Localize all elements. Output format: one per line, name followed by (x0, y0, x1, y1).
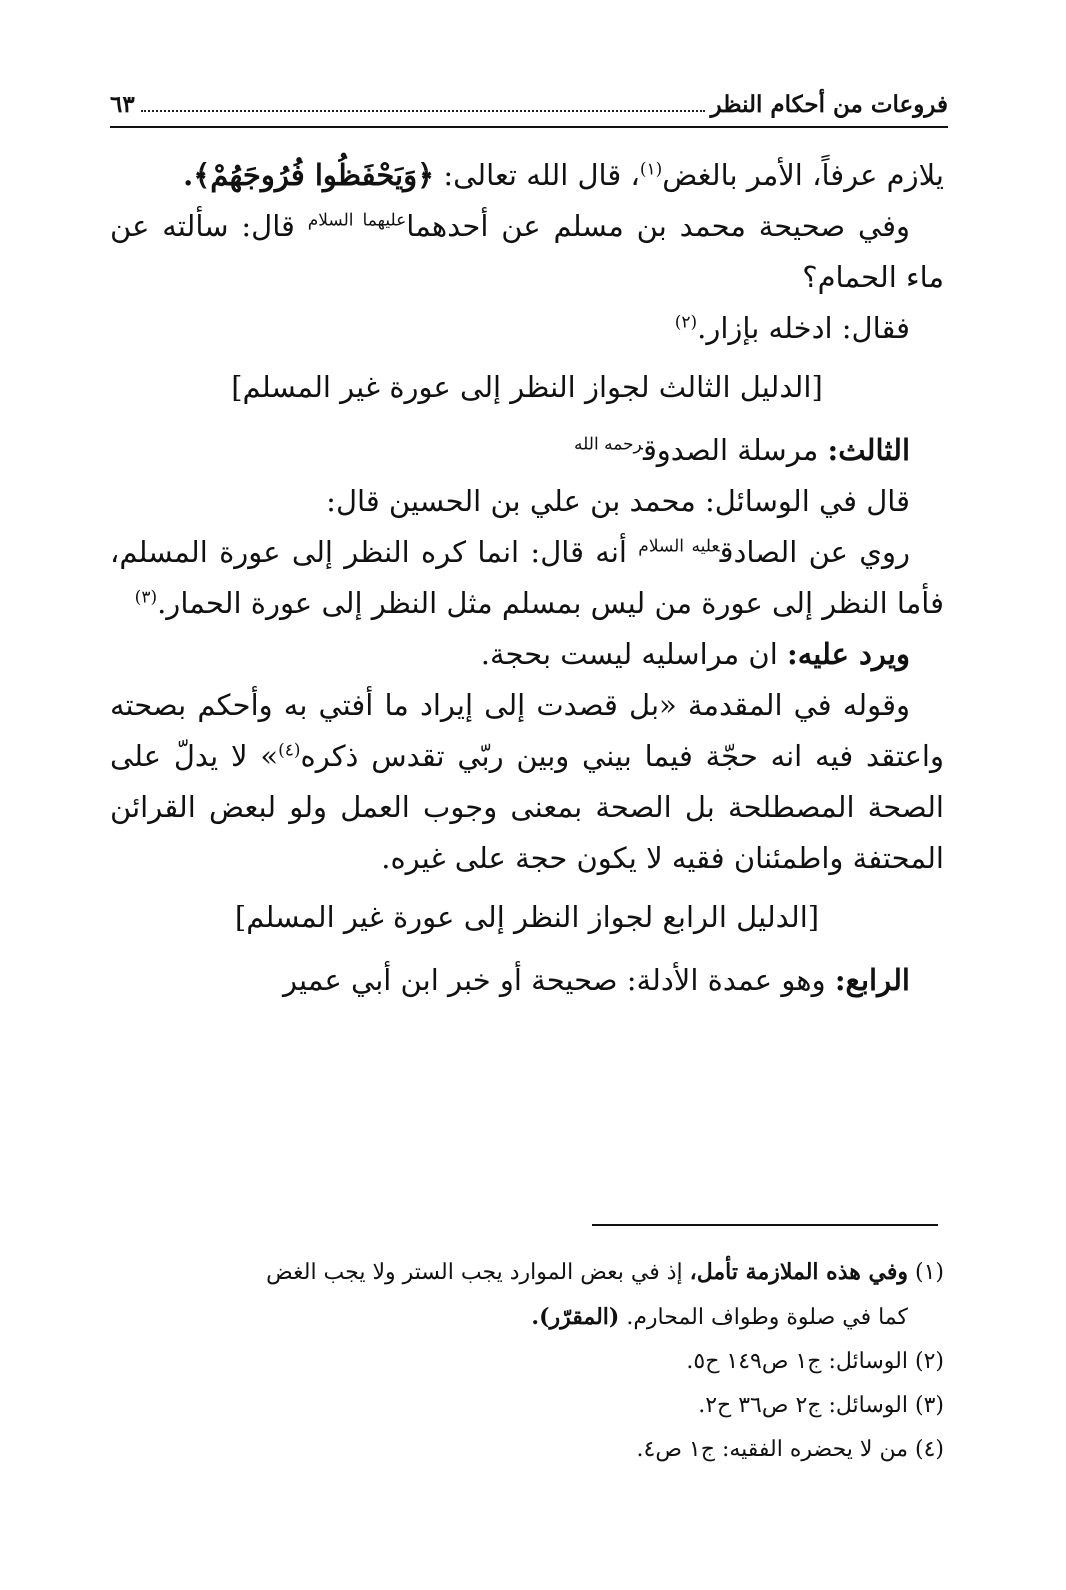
paragraph-7 (110, 629, 944, 680)
p8-text-b: » لا يدلّ على الصحة المصطلحة بل الصحة بمعنى وجوب العمل ولو لبعض القرائن المحتفة واطمئنان فقيه لا يكون حجة على غيره. (110, 739, 944, 875)
p7-text: ان مراسليه ليست بحجة. (480, 637, 787, 671)
footnote-2: (٢) الوسائل: ج١ ص١٤٩ ح٥. (686, 1349, 944, 1374)
paragraph-9 (110, 955, 944, 1006)
footnote-ref-4: (٤) (278, 740, 301, 761)
footnotes (110, 1250, 944, 1472)
footnote-3: (٣) الوسائل: ج٢ ص٣٦ ح٢. (698, 1393, 944, 1418)
footnote-4: (٤) من لا يحضره الفقيه: ج١ ص٤. (636, 1437, 944, 1462)
fn1-bold: وفي هذه الملازمة تأمل، (689, 1259, 908, 1285)
fn1-text: إذ في بعض الموارد يجب الستر ولا يجب الغض (266, 1260, 690, 1285)
paragraph-6 (110, 527, 944, 629)
running-header (110, 78, 948, 128)
p3-text: فقال: ادخله بإزار. (697, 311, 910, 345)
p2-text-a: وفي صحيحة محمد بن مسلم عن أحدهما (406, 209, 911, 243)
p1-text: يلازم عرفاً، الأمر بالغض (662, 158, 944, 192)
footnote-divider (592, 1224, 938, 1226)
p8-text-a: وقوله في المقدمة «بل قصدت إلى إيراد ما أفتي به وأحكم بصحته واعتقد فيه انه حجّة فيما بيني وبين ربّي تقدس ذكره (110, 688, 944, 773)
p2-text-b: قال: سألته عن ماء الحمام؟ (110, 209, 944, 294)
header-title: فروعات من أحكام النظر (710, 91, 948, 118)
page-number: ٦٣ (110, 91, 135, 118)
paragraph-5: قال في الوسائل: محمد بن علي بن الحسين قال: (326, 484, 910, 518)
quran-verse: ﴿وَيَحْفَظُوا فُرُوجَهُمْ﴾. (183, 158, 435, 192)
p1-mid: ، قال الله تعالى: (434, 158, 640, 192)
fn1-cont-text: كما في صلوة وطواف المحارم. (619, 1305, 908, 1330)
paragraph-3 (110, 303, 944, 354)
p9-label: الرابع: (834, 963, 910, 997)
section-heading-third: [الدليل الثالث لجواز النظر إلى عورة غير المسلم] (231, 370, 823, 404)
paragraph-8 (110, 680, 944, 884)
footnote-ref-1: (١) (639, 159, 663, 180)
footnote-ref-2: (٢) (674, 312, 698, 333)
paragraph-2 (110, 201, 944, 303)
paragraph-4 (110, 425, 944, 476)
main-text (110, 150, 944, 1006)
p4-text: مرسلة الصدوق (642, 433, 828, 467)
p9-text: وهو عمدة الأدلة: صحيحة أو خبر ابن أبي عمير (283, 963, 835, 997)
p6-text-b: أنه قال: انما كره النظر إلى عورة المسلم، فأما النظر إلى عورة من ليس بمسلم مثل النظر إلى عورة الحمار. (110, 535, 944, 620)
footnote-ref-3: (٣) (134, 587, 158, 608)
fn1-number: (١) (908, 1260, 944, 1285)
header-dot-leader (141, 110, 705, 112)
footnote-1 (110, 1250, 944, 1295)
footnote-1-cont (110, 1295, 944, 1340)
p7-label: ويرد عليه: (787, 637, 910, 671)
honorific-icon: رحمه الله (574, 434, 643, 455)
p6-text-a: روي عن الصادق (719, 535, 911, 569)
fn1-source: (المقرّر). (531, 1304, 620, 1330)
paragraph-1 (110, 150, 944, 201)
honorific-icon: عليهما السلام (307, 210, 407, 231)
p4-label: الثالث: (827, 433, 910, 467)
honorific-icon: عليه السلام (638, 536, 720, 557)
section-heading-fourth: [الدليل الرابع لجواز النظر إلى عورة غير المسلم] (234, 900, 820, 934)
